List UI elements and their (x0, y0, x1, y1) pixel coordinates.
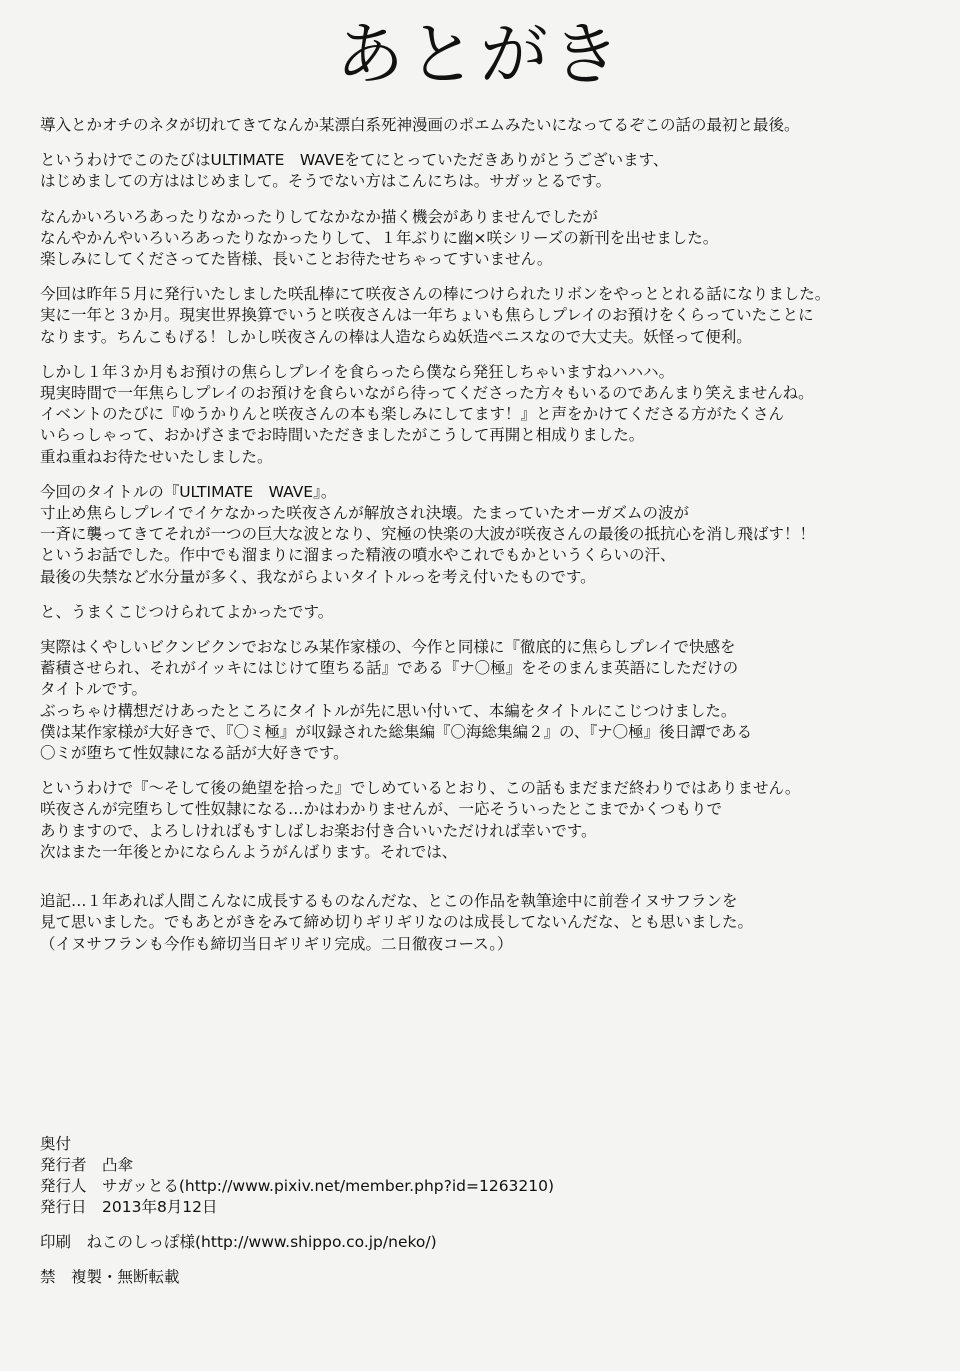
text-line: 導入とかオチのネタが切れてきてなんか某漂白系死神漫画のポエムみたいになってるぞこの話の最初と最後。 (40, 116, 800, 134)
paragraph (40, 207, 940, 271)
text-line: イベントのたびに『ゆうかりんと咲夜さんの本も楽しみにしてます！』と声をかけてくださる方がたくさん (40, 405, 785, 424)
afterword-body (40, 115, 940, 969)
paragraph (40, 284, 940, 348)
colophon (40, 1134, 920, 1288)
text-line: ぶっちゃけ構想だけあったところにタイトルが先に思い付いて、本編をタイトルにこじつけました。 (40, 701, 737, 720)
colophon-printer: 印刷 ねこのしっぽ様(http://www.shippo.co.jp/neko/) (40, 1233, 437, 1251)
text-line: なんかいろいろあったりなかったりしてなかなか描く機会がありませんでしたが (40, 207, 598, 226)
text-line: （イヌサフランも今作も締切当日ギリギリ完成。二日徹夜コース。） (40, 934, 513, 953)
text-line: 重ね重ねお待たせいたしました。 (40, 447, 273, 466)
colophon-notice: 禁 複製・無断転載 (40, 1268, 180, 1286)
text-line: 最後の失禁など水分量が多く、我ながらよいタイトルっを考え付いたものです。 (40, 567, 596, 586)
text-line: 僕は某作家様が大好きで、『〇ミ極』が収録された総集編『〇海総集編２』の、『ナ〇極』後日譚である (40, 722, 753, 741)
text-line: というわけでこのたびはULTIMATE WAVEをてにとっていただきありがとうございます、 (40, 151, 669, 170)
text-line: と、うまくこじつけられてよかったです。 (40, 602, 334, 621)
spacer (40, 877, 940, 891)
paragraph (40, 150, 940, 192)
text-line: 寸止め焦らしプレイでイケなかった咲夜さんが解放され決壊。たまっていたオーガズムの波が (40, 504, 689, 523)
paragraph (40, 362, 940, 468)
text-line: 蓄積させられ、それがイッキにはじけて堕ちる話』である『ナ〇極』をそのまんま英語にしただけの (40, 659, 739, 678)
text-line: 現実時間で一年焦らしプレイのお預けを食らいながら待ってくださった方々もいるのであんまり笑えませんね。 (40, 384, 814, 403)
colophon-heading: 奥付 (40, 1135, 72, 1153)
spacer (40, 1253, 920, 1267)
text-line: 楽しみにしてくださってた皆様、長いことお待たせちゃってすいません。 (40, 250, 553, 269)
colophon-date: 発行日 2013年8月12日 (40, 1198, 218, 1216)
text-line: 追記…１年あれば人間こんなに成長するものなんだな、とこの作品を執筆途中に前巻イヌサフランを (40, 892, 738, 911)
text-line: ありますので、よろしければもすしばしお楽お付き合いいただければ幸いです。 (40, 821, 597, 840)
text-line: というお話でした。作中でも溜まりに溜まった精液の噴水やこれでもかというくらいの汗、 (40, 546, 676, 565)
text-line: いらっしゃって、おかげさまでお時間いただきましたがこうして再開と相成りました。 (40, 426, 645, 445)
text-line: タイトルです。 (40, 680, 147, 699)
paragraph (40, 602, 940, 623)
text-line: 〇ミが堕ちて性奴隷になる話が大好きです。 (40, 744, 349, 763)
spacer (40, 1218, 920, 1232)
text-line: 咲夜さんが完堕ちして性奴隷になる…かはわかりませんが、一応そういったとこまでかくつもりで (40, 800, 723, 819)
paragraph (40, 115, 940, 136)
text-line: 見て思いました。でもあとがきをみて締め切りギリギリなのは成長してないんだな、とも思いました。 (40, 913, 754, 932)
text-line: はじめましての方ははじめまして。そうでない方はこんにちは。サガッとるです。 (40, 172, 612, 191)
text-line: 実に一年と３か月。現実世界換算でいうと咲夜さんは一年ちょいも焦らしプレイのお預けをくらっていたことに (40, 306, 814, 325)
colophon-publisher: 発行者 凸傘 (40, 1156, 134, 1174)
text-line: しかし１年３か月もお預けの焦らしプレイを食らったら僕なら発狂しちゃいますねハハハ。 (40, 362, 675, 381)
paragraph (40, 637, 940, 764)
page-title: あとがき (335, 16, 624, 95)
text-line: というわけで『～そして後の絶望を拾った』でしめているとおり、この話もまだまだ終わりではありません。 (40, 779, 801, 798)
text-line: 今回のタイトルの『ULTIMATE WAVE』。 (40, 482, 337, 501)
text-line: 次はまた一年後とかにならんようがんばります。それでは、 (40, 842, 458, 861)
text-line: 実際はくやしいビクンビクンでおなじみ某作家様の、今作と同様に『徹底的に焦らしプレイで快感を (40, 638, 736, 657)
colophon-author: 発行人 サガッとる(http://www.pixiv.net/member.php?id=1263210) (40, 1177, 555, 1195)
text-line: 今回は昨年５月に発行いたしました咲乱棒にて咲夜さんの棒につけられたリボンをやっととれる話になりました。 (40, 285, 831, 304)
text-line: なります。ちんこもげる！しかし咲夜さんの棒は人造ならぬ妖造ペニスなので大丈夫。妖怪って便利。 (40, 327, 752, 346)
paragraph (40, 778, 940, 863)
paragraph (40, 891, 940, 955)
text-line: なんやかんやいろいろあったりなかったりして、１年ぶりに幽×咲シリーズの新刊を出せました。 (40, 228, 719, 247)
text-line: 一斉に襲ってきてそれが一つの巨大な波となり、究極の快楽の大波が咲夜さんの最後の抵抗心を消し飛ばす！！ (40, 525, 816, 544)
paragraph (40, 482, 940, 588)
